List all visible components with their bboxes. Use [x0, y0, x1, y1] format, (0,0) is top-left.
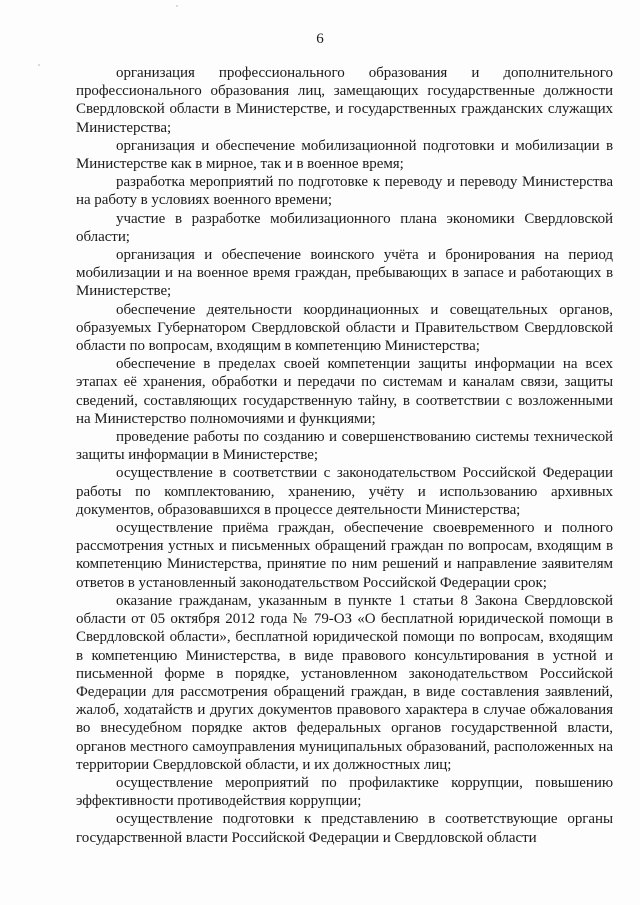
paragraph: организация и обеспечение воинского учёта и бронирования на период мобилизации и на военное время граждан, пребывающих в запасе и работающих в Министерстве;	[76, 247, 613, 300]
paragraph: организация и обеспечение мобилизационной подготовки и мобилизации в Министерстве как в мирное, так и в военное время;	[76, 137, 613, 173]
paragraph: проведение работы по созданию и совершенствованию системы технической защиты информации в Министерстве;	[76, 429, 613, 464]
paragraph: разработка мероприятий по подготовке к переводу и переводу Министерства на работу в условиях военного времени;	[76, 174, 613, 209]
paragraph: обеспечение в пределах своей компетенции защиты информации на всех этапах её хранения, обработки и передачи по системам и каналам связи, защиты сведений, составляющих государственную тайну, в соответствии с возложенными на Министерство полномочиями и функциями;	[76, 356, 613, 427]
paragraph: оказание гражданам, указанным в пункте 1 статьи 8 Закона Свердловской области от 05 октября 2012 года № 79-ОЗ «О бесплатной юридической помощи в Свердловской области», бесплатной юридической помощи по вопросам, входящим в компетенцию Министерства, в виде правового консультирования в устной и письменной форме в порядке, установленном законодательством Российской Федерации для рассмотрения обращений граждан, в виде составления заявлений, жалоб, ходатайств и других документов правового характера в случае обжалования во внесудебном порядке актов федеральных органов государственной власти, органов местного самоуправления муниципальных образований, расположенных на территории Свердловской области, и их должностных лиц;	[76, 592, 613, 773]
paragraph: осуществление мероприятий по профилактике коррупции, повышению эффективности противодействия коррупции;	[76, 774, 613, 810]
document-body	[76, 64, 613, 847]
scan-speck	[38, 64, 40, 66]
scan-speck	[176, 5, 178, 7]
paragraph: осуществление подготовки к представлению в соответствующие органы государственной власти Российской Федерации и Свердловской области	[76, 811, 613, 846]
paragraph: осуществление в соответствии с законодательством Российской Федерации работы по комплектованию, хранению, учёту и использованию архивных документов, образовавшихся в процессе деятельности Министерства;	[76, 465, 613, 518]
page-number: 6	[316, 31, 324, 47]
paragraph: участие в разработке мобилизационного плана экономики Свердловской области;	[76, 210, 613, 245]
paragraph: осуществление приёма граждан, обеспечение своевременного и полного рассмотрения устных и письменных обращений граждан по вопросам, входящим в компетенцию Министерства, принятие по ним решений и направление заявителям ответов в установленный законодательством Российской Федерации срок;	[76, 520, 613, 591]
paragraph: обеспечение деятельности координационных и совещательных органов, образуемых Губернатором Свердловской области и Правительством Свердловской области по вопросам, входящим в компетенцию Министерства;	[76, 301, 613, 355]
paragraph: организация профессионального образования и дополнительного профессионального образования лиц, замещающих государственные должности Свердловской области в Министерстве, и государственных гражданских служащих Министерства;	[76, 65, 613, 136]
